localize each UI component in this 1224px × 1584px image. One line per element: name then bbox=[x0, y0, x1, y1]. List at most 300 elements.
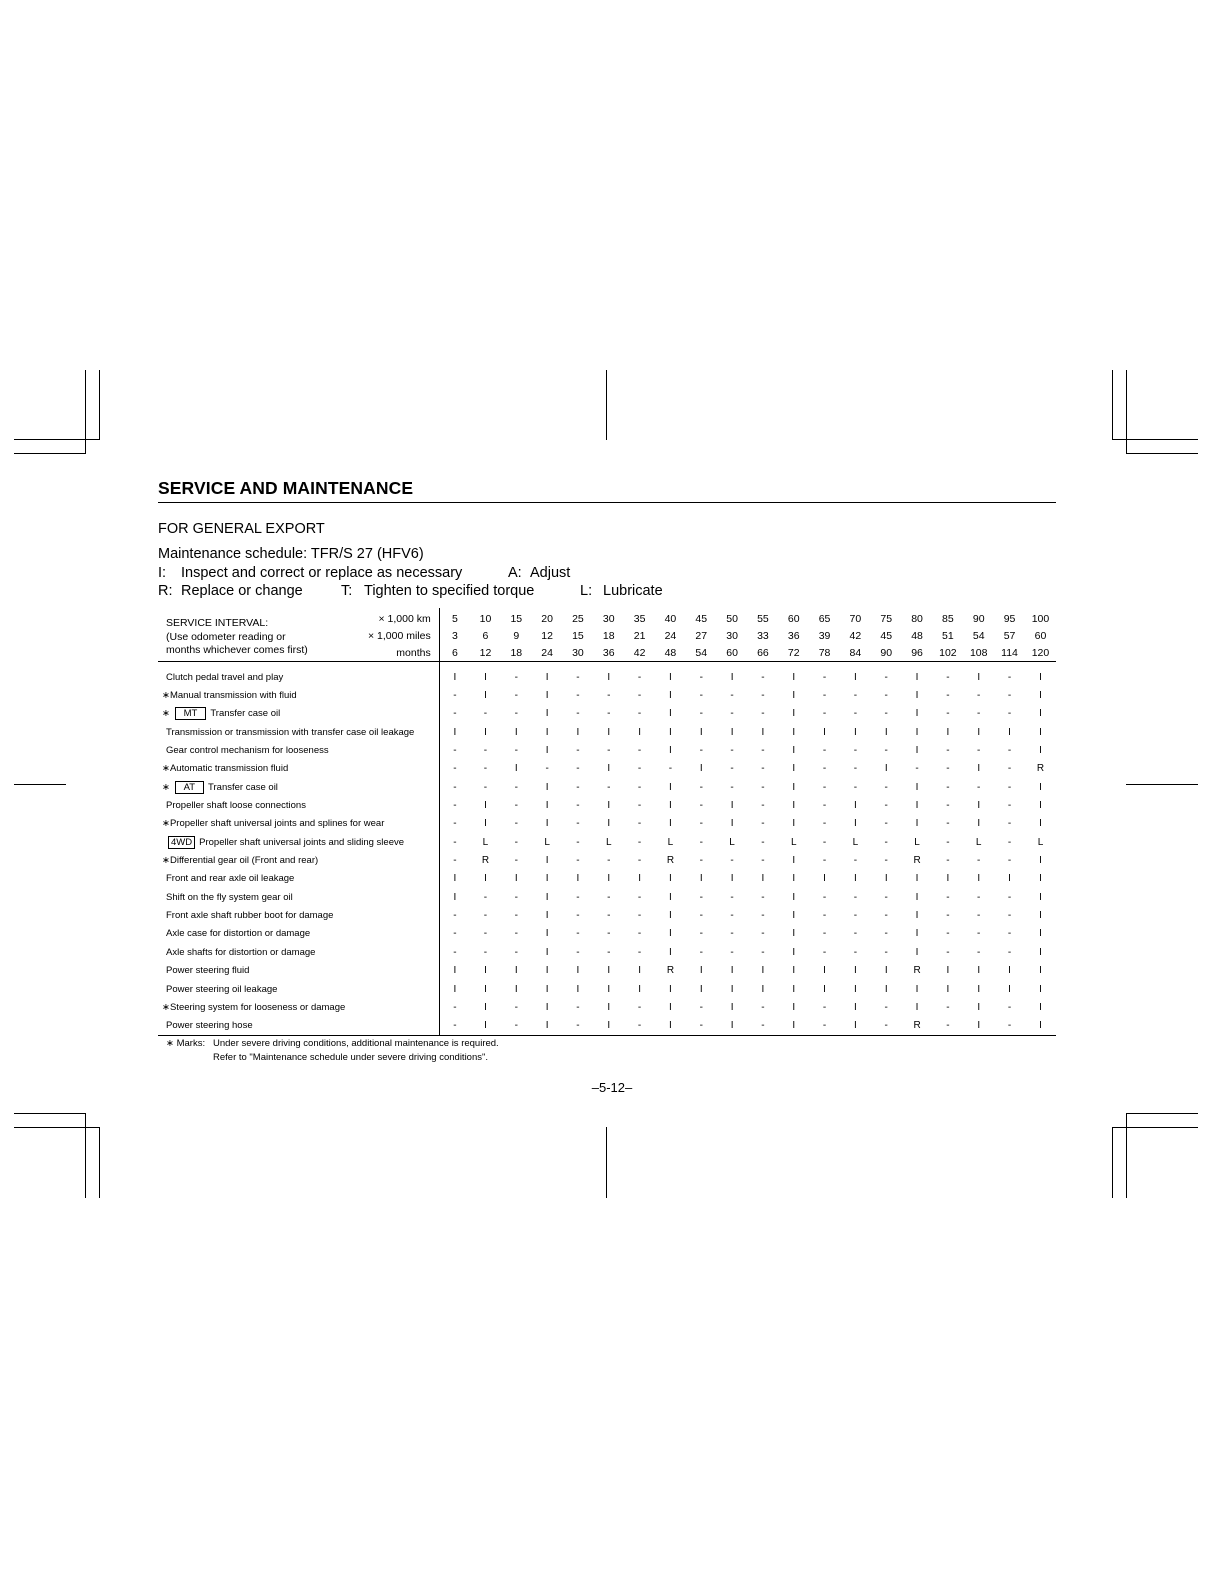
schedule-row bbox=[158, 686, 1056, 704]
severe-marker: ∗ bbox=[162, 763, 170, 775]
service-mark: I bbox=[1025, 1017, 1056, 1036]
service-mark: - bbox=[946, 690, 950, 702]
service-mark: I bbox=[545, 910, 549, 922]
legend-code: A: bbox=[508, 565, 522, 581]
service-mark: I bbox=[915, 818, 919, 830]
schedule-row bbox=[158, 662, 1056, 687]
service-mark: I bbox=[977, 671, 981, 683]
service-mark: - bbox=[514, 690, 518, 702]
service-mark: - bbox=[576, 946, 580, 958]
drive-type-tag: MT bbox=[175, 707, 207, 720]
service-mark: I bbox=[545, 800, 549, 812]
service-mark: I bbox=[854, 1001, 857, 1013]
service-mark: - bbox=[699, 781, 703, 793]
service-mark: I bbox=[514, 965, 518, 977]
service-mark: - bbox=[1007, 836, 1012, 848]
service-mark: - bbox=[1007, 928, 1012, 940]
service-mark: - bbox=[637, 800, 642, 812]
service-mark: - bbox=[946, 818, 950, 830]
service-mark: - bbox=[576, 763, 580, 775]
service-mark: - bbox=[809, 1017, 840, 1036]
service-mark: I bbox=[946, 726, 950, 738]
legend-adjust bbox=[508, 565, 570, 581]
interval-months-cell: 96 bbox=[902, 644, 933, 662]
service-mark: - bbox=[994, 1017, 1025, 1036]
service-mark: I bbox=[915, 690, 919, 702]
service-mark: - bbox=[483, 891, 488, 903]
schedule-row bbox=[158, 741, 1056, 759]
unit-miles: × 1,000 miles bbox=[367, 630, 431, 642]
interval-km-cell: 80 bbox=[911, 612, 923, 625]
item-label-cell bbox=[158, 980, 439, 998]
service-mark: I bbox=[854, 965, 857, 977]
service-mark: I bbox=[792, 965, 796, 977]
schedule-row bbox=[158, 925, 1056, 943]
service-mark: I bbox=[607, 726, 611, 738]
service-mark: - bbox=[822, 671, 827, 683]
item-label-cell bbox=[158, 815, 439, 833]
interval-title: SERVICE INTERVAL: bbox=[166, 617, 269, 629]
interval-miles-cell: 57 bbox=[1003, 629, 1016, 642]
schedule-row bbox=[158, 778, 1056, 796]
service-mark: I bbox=[669, 726, 672, 738]
service-mark: - bbox=[946, 1001, 950, 1013]
service-mark: - bbox=[576, 1001, 580, 1013]
service-mark: - bbox=[576, 708, 580, 720]
service-mark: - bbox=[761, 946, 765, 958]
service-mark: I bbox=[792, 910, 796, 922]
service-mark: I bbox=[514, 873, 518, 885]
service-mark: - bbox=[946, 928, 950, 940]
service-mark: I bbox=[915, 983, 919, 995]
severe-marker: ∗ bbox=[162, 708, 170, 720]
service-mark: I bbox=[669, 745, 672, 757]
service-mark: I bbox=[669, 671, 672, 683]
schedule-row bbox=[158, 962, 1056, 980]
service-mark: I bbox=[915, 726, 919, 738]
service-mark: - bbox=[1007, 1001, 1012, 1013]
service-mark: I bbox=[545, 726, 549, 738]
service-mark: - bbox=[483, 708, 488, 720]
service-mark: - bbox=[439, 778, 470, 796]
drive-type-tag: AT bbox=[175, 781, 204, 794]
item-label: Propeller shaft universal joints and sliding sleeve bbox=[199, 836, 405, 848]
service-mark: - bbox=[884, 836, 888, 848]
service-mark: I bbox=[1008, 965, 1011, 977]
interval-months-cell: 42 bbox=[624, 644, 655, 662]
severe-marker: ∗ bbox=[162, 781, 170, 793]
service-mark: I bbox=[761, 873, 765, 885]
service-mark: I bbox=[669, 781, 672, 793]
service-mark: - bbox=[822, 708, 827, 720]
service-mark: I bbox=[439, 980, 470, 998]
service-mark: - bbox=[853, 946, 858, 958]
interval-months-cell: 66 bbox=[748, 644, 779, 662]
service-mark: - bbox=[514, 818, 518, 830]
interval-miles-cell: 39 bbox=[818, 629, 831, 642]
interval-months-cell: 24 bbox=[532, 644, 563, 662]
item-label-cell bbox=[158, 705, 439, 723]
severe-marker: ∗ bbox=[162, 818, 170, 830]
service-mark: - bbox=[946, 891, 950, 903]
service-mark: - bbox=[699, 818, 703, 830]
service-mark: I bbox=[854, 873, 857, 885]
service-mark: - bbox=[748, 1017, 779, 1036]
interval-label bbox=[158, 610, 439, 661]
service-mark: I bbox=[730, 965, 734, 977]
service-mark: I bbox=[484, 983, 487, 995]
schedule-row bbox=[158, 760, 1056, 778]
service-mark: I bbox=[545, 708, 549, 720]
service-mark: I bbox=[669, 910, 672, 922]
service-mark: I bbox=[823, 983, 826, 995]
service-mark: - bbox=[514, 891, 518, 903]
schedule-row bbox=[158, 998, 1056, 1016]
service-mark: - bbox=[514, 745, 518, 757]
service-mark: R bbox=[666, 855, 675, 867]
service-mark: - bbox=[730, 855, 734, 867]
service-mark: I bbox=[761, 965, 765, 977]
interval-km-cell: 60 bbox=[787, 612, 800, 625]
service-mark: - bbox=[884, 671, 888, 683]
service-mark: I bbox=[514, 763, 518, 775]
crop-mark bbox=[14, 784, 66, 785]
service-mark: R bbox=[902, 1017, 933, 1036]
interval-km-cell: 50 bbox=[726, 612, 738, 625]
service-mark: I bbox=[607, 818, 611, 830]
service-mark: I bbox=[1008, 726, 1011, 738]
service-mark: I bbox=[514, 726, 518, 738]
service-mark: - bbox=[1007, 690, 1012, 702]
note-key: ∗ Marks: bbox=[166, 1038, 206, 1049]
service-mark: - bbox=[699, 910, 703, 922]
service-mark: I bbox=[1039, 891, 1042, 903]
interval-km-cell: 25 bbox=[572, 612, 584, 625]
service-mark: - bbox=[761, 910, 765, 922]
service-mark: I bbox=[792, 818, 796, 830]
service-mark: - bbox=[884, 928, 888, 940]
service-mark: I bbox=[545, 873, 549, 885]
service-mark: I bbox=[915, 1001, 919, 1013]
item-label: Transfer case oil bbox=[210, 708, 281, 720]
service-mark: - bbox=[699, 690, 703, 702]
service-mark: I bbox=[946, 873, 950, 885]
crop-mark bbox=[1126, 784, 1198, 785]
service-mark: - bbox=[730, 910, 734, 922]
interval-km-cell: 90 bbox=[972, 612, 985, 625]
service-mark: - bbox=[977, 690, 981, 702]
service-mark: - bbox=[761, 745, 765, 757]
service-mark: - bbox=[483, 763, 488, 775]
service-mark: - bbox=[483, 745, 488, 757]
interval-miles-cell: 9 bbox=[513, 629, 520, 642]
service-mark: - bbox=[884, 946, 888, 958]
service-mark: - bbox=[822, 836, 827, 848]
service-mark: - bbox=[637, 745, 642, 757]
service-mark: I bbox=[470, 1017, 501, 1036]
service-mark: - bbox=[822, 690, 827, 702]
note-text: Refer to "Maintenance schedule under severe driving conditions". bbox=[213, 1052, 489, 1063]
service-mark: I bbox=[915, 910, 919, 922]
crop-mark bbox=[14, 439, 100, 440]
legend-text: Adjust bbox=[530, 565, 571, 581]
service-mark: - bbox=[501, 1017, 532, 1036]
service-mark: R bbox=[913, 855, 921, 867]
service-mark: - bbox=[637, 946, 642, 958]
service-mark: I bbox=[1039, 946, 1042, 958]
item-label: Power steering hose bbox=[166, 1020, 253, 1032]
service-mark: - bbox=[637, 690, 642, 702]
schedule-row bbox=[158, 833, 1056, 851]
service-mark: - bbox=[977, 946, 981, 958]
item-label-cell bbox=[158, 906, 439, 924]
item-label-cell bbox=[158, 870, 439, 888]
interval-miles-cell: 3 bbox=[439, 627, 470, 644]
service-mark: - bbox=[946, 855, 950, 867]
service-mark: I bbox=[1039, 1001, 1042, 1013]
service-mark: I bbox=[607, 671, 611, 683]
item-label-cell bbox=[158, 962, 439, 980]
item-label-cell bbox=[158, 760, 439, 778]
service-mark: I bbox=[761, 726, 765, 738]
service-mark: I bbox=[576, 726, 580, 738]
service-mark: I bbox=[915, 781, 919, 793]
service-mark: I bbox=[1039, 965, 1042, 977]
service-mark: - bbox=[977, 781, 981, 793]
service-mark: - bbox=[1007, 763, 1012, 775]
service-mark: I bbox=[439, 888, 470, 906]
service-mark: I bbox=[792, 891, 796, 903]
service-mark: I bbox=[669, 800, 672, 812]
service-mark: - bbox=[514, 671, 518, 683]
service-mark: - bbox=[576, 818, 580, 830]
schedule-row bbox=[158, 980, 1056, 998]
item-label: Automatic transmission fluid bbox=[169, 763, 289, 775]
interval-note: months whichever comes first) bbox=[166, 644, 308, 656]
service-mark: I bbox=[823, 873, 826, 885]
service-mark: I bbox=[977, 763, 981, 775]
item-label-cell bbox=[158, 1017, 439, 1036]
service-mark: I bbox=[1008, 983, 1011, 995]
service-mark: I bbox=[884, 763, 888, 775]
service-mark: - bbox=[761, 818, 765, 830]
service-mark: - bbox=[853, 910, 858, 922]
service-mark: - bbox=[668, 763, 673, 775]
service-mark: I bbox=[484, 690, 487, 702]
service-mark: I bbox=[669, 818, 672, 830]
service-mark: I bbox=[730, 671, 734, 683]
item-label-cell bbox=[158, 943, 439, 961]
service-mark: - bbox=[761, 1001, 765, 1013]
service-mark: I bbox=[1039, 928, 1042, 940]
service-mark: I bbox=[884, 965, 888, 977]
crop-mark bbox=[1112, 439, 1198, 440]
service-mark: - bbox=[637, 855, 642, 867]
interval-km-cell: 10 bbox=[479, 612, 492, 625]
interval-months-cell: 78 bbox=[809, 644, 840, 662]
interval-km-cell: 100 bbox=[1031, 612, 1050, 625]
interval-months-cell: 48 bbox=[655, 644, 686, 662]
interval-note: (Use odometer reading or bbox=[166, 631, 286, 643]
service-mark: - bbox=[822, 781, 827, 793]
interval-km-cell: 95 bbox=[1003, 612, 1016, 625]
interval-miles-cell: 33 bbox=[757, 629, 769, 642]
interval-miles-cell: 51 bbox=[942, 629, 954, 642]
service-mark: I bbox=[669, 983, 672, 995]
interval-miles-cell: 15 bbox=[572, 629, 584, 642]
service-mark: - bbox=[822, 891, 827, 903]
service-mark: L bbox=[482, 836, 489, 848]
service-mark: - bbox=[439, 686, 470, 704]
schedule-row bbox=[158, 870, 1056, 888]
interval-months-cell: 72 bbox=[778, 644, 809, 662]
service-mark: - bbox=[514, 946, 518, 958]
service-mark: - bbox=[761, 928, 765, 940]
legend-replace bbox=[158, 583, 303, 599]
page-number: –5-12– bbox=[591, 1080, 633, 1095]
service-mark: - bbox=[607, 690, 611, 702]
service-mark: - bbox=[699, 946, 703, 958]
item-label-cell bbox=[158, 796, 439, 814]
service-mark: - bbox=[946, 800, 950, 812]
interval-miles-cell: 12 bbox=[541, 629, 553, 642]
interval-km-cell: 5 bbox=[439, 608, 470, 627]
service-mark: I bbox=[977, 965, 981, 977]
schedule-table-body bbox=[158, 608, 1056, 1035]
service-mark: - bbox=[514, 1001, 518, 1013]
service-mark: I bbox=[1039, 818, 1042, 830]
service-mark: I bbox=[717, 1017, 748, 1036]
service-mark: I bbox=[669, 1001, 672, 1013]
service-mark: I bbox=[915, 891, 919, 903]
item-label-cell bbox=[158, 662, 439, 687]
service-mark: - bbox=[822, 818, 827, 830]
service-mark: - bbox=[607, 745, 611, 757]
schedule-row bbox=[158, 815, 1056, 833]
legend-lubricate bbox=[580, 583, 663, 599]
service-mark: I bbox=[792, 800, 796, 812]
service-mark: I bbox=[730, 983, 734, 995]
interval-km-cell: 70 bbox=[849, 612, 862, 625]
page-heading: SERVICE AND MAINTENANCE bbox=[158, 478, 1056, 503]
service-mark: - bbox=[1007, 855, 1012, 867]
item-label: Clutch pedal travel and play bbox=[166, 671, 284, 683]
interval-miles-cell: 42 bbox=[849, 629, 862, 642]
crop-mark bbox=[14, 1113, 86, 1114]
service-mark: - bbox=[946, 910, 950, 922]
service-mark: I bbox=[730, 818, 734, 830]
service-mark: - bbox=[514, 836, 518, 848]
service-mark: I bbox=[607, 873, 611, 885]
service-mark: - bbox=[822, 946, 827, 958]
service-mark: - bbox=[576, 891, 580, 903]
service-mark: - bbox=[1007, 891, 1012, 903]
service-mark: - bbox=[514, 781, 518, 793]
service-mark: I bbox=[484, 965, 487, 977]
service-mark: I bbox=[484, 818, 487, 830]
service-mark: - bbox=[822, 800, 827, 812]
item-label: Front and rear axle oil leakage bbox=[166, 873, 295, 885]
schedule-row bbox=[158, 851, 1056, 869]
service-mark: - bbox=[576, 781, 580, 793]
service-mark: I bbox=[607, 800, 611, 812]
service-mark: - bbox=[1007, 745, 1012, 757]
service-mark: - bbox=[1007, 910, 1012, 922]
crop-mark bbox=[606, 1127, 607, 1198]
service-mark: I bbox=[792, 855, 796, 867]
service-mark: - bbox=[576, 671, 580, 683]
service-mark: - bbox=[514, 708, 518, 720]
service-mark: - bbox=[576, 800, 580, 812]
service-mark: - bbox=[439, 760, 470, 778]
service-mark: I bbox=[1039, 726, 1042, 738]
service-mark: L bbox=[729, 836, 735, 848]
crop-mark bbox=[99, 370, 100, 440]
item-label: Shift on the fly system gear oil bbox=[166, 891, 293, 903]
service-mark: - bbox=[439, 1017, 470, 1036]
service-mark: L bbox=[975, 836, 982, 848]
service-mark: - bbox=[853, 891, 858, 903]
service-mark: - bbox=[576, 855, 580, 867]
crop-mark bbox=[14, 453, 86, 454]
service-mark: I bbox=[669, 946, 672, 958]
service-mark: I bbox=[840, 1017, 871, 1036]
service-mark: - bbox=[637, 781, 642, 793]
legend-tighten bbox=[341, 583, 534, 599]
service-mark: - bbox=[761, 855, 765, 867]
item-label: Front axle shaft rubber boot for damage bbox=[166, 910, 334, 922]
service-mark: - bbox=[853, 928, 858, 940]
service-mark: I bbox=[854, 818, 857, 830]
interval-months-cell: 108 bbox=[963, 644, 994, 662]
service-mark: I bbox=[1039, 690, 1042, 702]
service-mark: - bbox=[439, 906, 470, 924]
service-mark: I bbox=[854, 671, 857, 683]
service-mark: L bbox=[852, 836, 859, 848]
service-mark: - bbox=[946, 781, 950, 793]
service-mark: - bbox=[439, 833, 470, 851]
service-mark: I bbox=[699, 726, 703, 738]
service-mark: - bbox=[637, 818, 642, 830]
service-mark: - bbox=[483, 781, 488, 793]
note-line bbox=[166, 1037, 499, 1051]
service-mark: - bbox=[946, 946, 950, 958]
service-mark: - bbox=[884, 910, 888, 922]
severe-marker: ∗ bbox=[162, 1001, 170, 1013]
legend-code: R: bbox=[158, 583, 173, 599]
service-mark: - bbox=[607, 928, 611, 940]
interval-months-cell: 54 bbox=[686, 644, 717, 662]
crop-mark bbox=[1112, 1127, 1198, 1128]
interval-km-cell: 75 bbox=[880, 612, 893, 625]
service-mark: - bbox=[699, 1001, 703, 1013]
service-mark: - bbox=[932, 1017, 963, 1036]
interval-months-cell: 114 bbox=[994, 644, 1025, 662]
service-mark: R bbox=[481, 855, 490, 867]
service-mark: I bbox=[915, 745, 919, 757]
service-mark: - bbox=[853, 745, 858, 757]
service-mark: - bbox=[730, 708, 734, 720]
service-mark: - bbox=[637, 708, 642, 720]
interval-miles-cell: 24 bbox=[664, 629, 677, 642]
service-mark: I bbox=[946, 983, 950, 995]
service-mark: - bbox=[699, 671, 703, 683]
service-mark: - bbox=[483, 928, 488, 940]
service-mark: I bbox=[792, 928, 796, 940]
service-mark: I bbox=[792, 690, 796, 702]
interval-km-cell: 55 bbox=[757, 612, 769, 625]
service-mark: I bbox=[607, 965, 611, 977]
